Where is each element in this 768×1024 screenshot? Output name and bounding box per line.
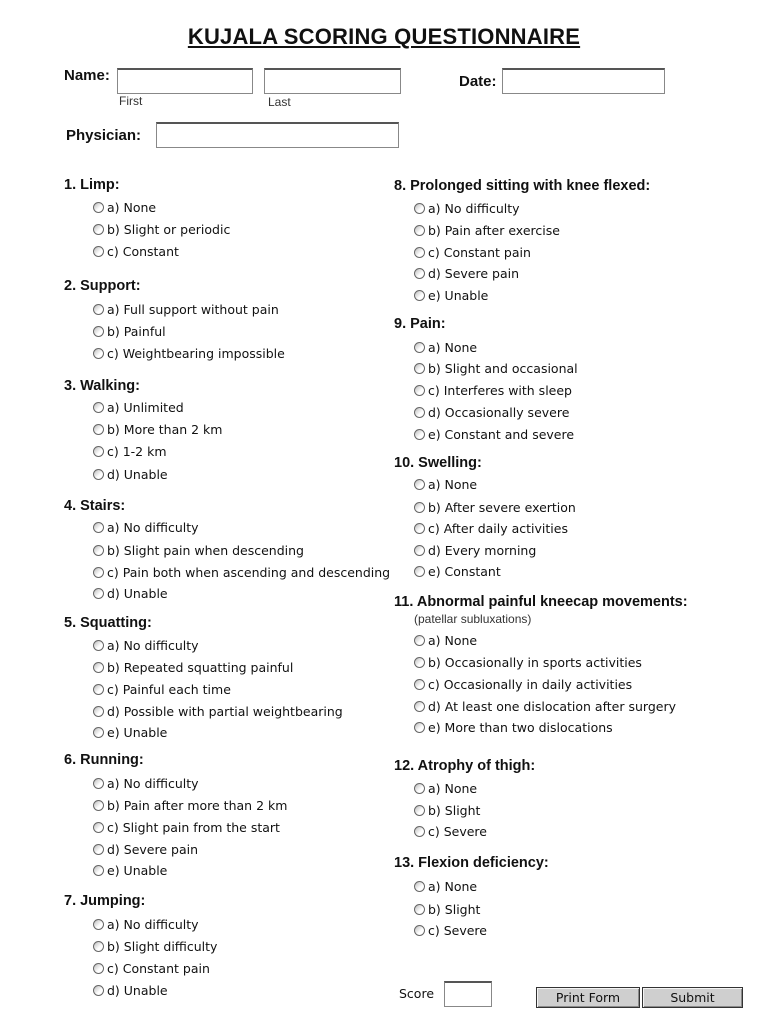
radio-icon (93, 304, 104, 315)
question-title: 1. Limp: (64, 177, 120, 193)
radio-icon (93, 662, 104, 673)
option-radio[interactable] (93, 701, 343, 721)
question-subtitle: (patellar subluxations) (414, 612, 532, 626)
option-radio[interactable] (93, 958, 210, 978)
option-radio[interactable] (414, 474, 477, 494)
option-label: a) No difficulty (107, 519, 199, 535)
option-radio[interactable] (93, 540, 304, 560)
option-label: a) No difficulty (107, 775, 199, 791)
last-name-input[interactable] (264, 68, 401, 94)
radio-icon (414, 247, 425, 258)
first-name-input[interactable] (117, 68, 253, 94)
radio-icon (414, 363, 425, 374)
option-radio[interactable] (93, 839, 198, 859)
option-label: c) Occasionally in daily activities (428, 676, 633, 692)
radio-icon (93, 202, 104, 213)
radio-icon (93, 684, 104, 695)
radio-icon (93, 326, 104, 337)
option-label: c) Weightbearing impossible (107, 345, 285, 361)
radio-icon (414, 479, 425, 490)
radio-icon (93, 567, 104, 578)
option-label: a) Unlimited (107, 399, 184, 415)
radio-icon (414, 502, 425, 513)
option-radio[interactable] (414, 424, 574, 444)
radio-icon (93, 727, 104, 738)
radio-icon (414, 225, 425, 236)
option-radio[interactable] (414, 876, 477, 896)
radio-icon (414, 881, 425, 892)
radio-icon (414, 407, 425, 418)
last-name-caption: Last (268, 95, 291, 109)
radio-icon (414, 566, 425, 577)
option-label: a) No difficulty (428, 200, 520, 216)
radio-icon (414, 385, 425, 396)
option-label: c) 1-2 km (107, 443, 167, 459)
option-radio[interactable] (414, 380, 572, 400)
page-title: KUJALA SCORING QUESTIONNAIRE (187, 24, 581, 49)
option-label: b) Pain after exercise (428, 222, 560, 238)
option-label: a) No difficulty (107, 916, 199, 932)
option-label: d) At least one dislocation after surgery (428, 698, 676, 714)
option-radio[interactable] (414, 717, 613, 737)
radio-icon (414, 545, 425, 556)
option-radio[interactable] (93, 397, 184, 417)
physician-input[interactable] (156, 122, 399, 148)
option-radio[interactable] (414, 696, 676, 716)
option-radio[interactable] (414, 242, 531, 262)
option-label: e) Constant and severe (428, 426, 575, 442)
option-radio[interactable] (414, 561, 501, 581)
option-label: b) Pain after more than 2 km (107, 797, 288, 813)
radio-icon (93, 402, 104, 413)
option-radio[interactable] (93, 419, 222, 439)
option-label: a) Full support without pain (107, 301, 279, 317)
print-form-button[interactable]: Print Form (536, 987, 640, 1008)
option-radio[interactable] (93, 657, 293, 677)
date-label: Date: (459, 73, 497, 90)
question-title: 8. Prolonged sitting with knee flexed: (394, 178, 651, 194)
option-label: c) Severe (428, 922, 487, 938)
question-title: 3. Walking: (64, 378, 140, 394)
option-label: b) Slight (428, 802, 481, 818)
option-radio[interactable] (414, 630, 477, 650)
option-radio[interactable] (93, 914, 199, 934)
option-radio[interactable] (414, 402, 569, 422)
radio-icon (93, 963, 104, 974)
option-label: b) Slight or periodic (107, 221, 231, 237)
option-label: c) Constant pain (107, 960, 210, 976)
option-radio[interactable] (93, 980, 168, 1000)
radio-icon (414, 635, 425, 646)
option-radio[interactable] (93, 795, 287, 815)
radio-icon (93, 865, 104, 876)
question-title: 7. Jumping: (64, 893, 146, 909)
question-title: 4. Stairs: (64, 498, 126, 514)
radio-icon (414, 904, 425, 915)
option-radio[interactable] (414, 198, 520, 218)
option-radio[interactable] (414, 899, 480, 919)
option-label: a) None (107, 199, 157, 215)
radio-icon (93, 640, 104, 651)
option-label: c) Pain both when ascending and descending (107, 564, 391, 580)
option-radio[interactable] (414, 220, 560, 240)
option-label: b) Slight and occasional (428, 360, 578, 376)
question-title: 9. Pain: (394, 316, 446, 332)
option-label: d) Unable (107, 585, 168, 601)
question-title: 10. Swelling: (394, 455, 482, 471)
option-label: c) After daily activities (428, 520, 568, 536)
option-radio[interactable] (93, 860, 167, 880)
radio-icon (93, 469, 104, 480)
option-radio[interactable] (93, 562, 390, 582)
option-radio[interactable] (414, 285, 488, 305)
option-label: c) Interferes with sleep (428, 382, 572, 398)
option-radio[interactable] (93, 679, 231, 699)
radio-icon (93, 446, 104, 457)
radio-icon (93, 919, 104, 930)
option-radio[interactable] (414, 920, 487, 940)
option-label: a) No difficulty (107, 637, 199, 653)
option-radio[interactable] (93, 635, 199, 655)
option-label: a) None (428, 780, 478, 796)
radio-icon (93, 985, 104, 996)
option-radio[interactable] (93, 722, 167, 742)
radio-icon (414, 523, 425, 534)
option-label: d) Unable (107, 466, 168, 482)
option-radio[interactable] (414, 800, 480, 820)
option-label: d) Severe pain (107, 841, 199, 857)
radio-icon (93, 224, 104, 235)
radio-icon (93, 545, 104, 556)
option-label: b) Painful (107, 323, 166, 339)
radio-icon (414, 203, 425, 214)
option-label: b) Slight pain when descending (107, 542, 304, 558)
option-radio[interactable] (93, 773, 199, 793)
radio-icon (93, 348, 104, 359)
radio-icon (93, 522, 104, 533)
option-radio[interactable] (93, 936, 217, 956)
radio-icon (93, 844, 104, 855)
radio-icon (414, 701, 425, 712)
radio-icon (414, 925, 425, 936)
question-title: 13. Flexion deficiency: (394, 855, 549, 871)
radio-icon (414, 342, 425, 353)
option-label: e) Unable (107, 862, 168, 878)
radio-icon (93, 800, 104, 811)
radio-icon (93, 706, 104, 717)
option-radio[interactable] (414, 540, 536, 560)
radio-icon (93, 941, 104, 952)
option-radio[interactable] (93, 241, 179, 261)
radio-icon (414, 268, 425, 279)
radio-icon (93, 424, 104, 435)
first-name-caption: First (119, 94, 143, 108)
option-radio[interactable] (93, 197, 156, 217)
option-label: a) None (428, 878, 478, 894)
radio-icon (93, 778, 104, 789)
radio-icon (414, 826, 425, 837)
option-label: c) Constant pain (428, 244, 531, 260)
question-title: 6. Running: (64, 752, 144, 768)
radio-icon (414, 657, 425, 668)
option-label: c) Painful each time (107, 681, 231, 697)
option-label: e) Unable (107, 724, 168, 740)
question-title: 2. Support: (64, 278, 141, 294)
option-label: e) More than two dislocations (428, 719, 613, 735)
option-label: b) After severe exertion (428, 499, 576, 515)
score-input[interactable] (444, 981, 492, 1007)
option-radio[interactable] (93, 343, 285, 363)
radio-icon (414, 722, 425, 733)
radio-icon (414, 429, 425, 440)
option-radio[interactable] (93, 321, 166, 341)
option-radio[interactable] (414, 674, 632, 694)
option-label: d) Possible with partial weightbearing (107, 703, 343, 719)
option-label: e) Unable (428, 287, 489, 303)
radio-icon (414, 805, 425, 816)
option-radio[interactable] (414, 518, 568, 538)
question-title: 12. Atrophy of thigh: (394, 758, 536, 774)
option-label: e) Constant (428, 563, 501, 579)
submit-button[interactable]: Submit (642, 987, 743, 1008)
option-label: b) Slight (428, 901, 481, 917)
option-radio[interactable] (93, 464, 168, 484)
option-radio[interactable] (93, 517, 199, 537)
option-label: d) Occasionally severe (428, 404, 570, 420)
option-radio[interactable] (93, 299, 279, 319)
option-label: d) Severe pain (428, 265, 520, 281)
question-title: 5. Squatting: (64, 615, 152, 631)
option-label: b) Repeated squatting painful (107, 659, 294, 675)
option-label: b) Slight difficulty (107, 938, 218, 954)
radio-icon (93, 822, 104, 833)
option-radio[interactable] (414, 263, 519, 283)
option-radio[interactable] (93, 817, 280, 837)
option-label: a) None (428, 339, 478, 355)
name-label: Name: (64, 67, 110, 84)
option-label: c) Constant (107, 243, 179, 259)
option-label: c) Slight pain from the start (107, 819, 280, 835)
option-label: d) Every morning (428, 542, 537, 558)
question-title: 11. Abnormal painful kneecap movements: (394, 594, 688, 610)
option-label: c) Severe (428, 823, 487, 839)
date-input[interactable] (502, 68, 665, 94)
option-label: d) Unable (107, 982, 168, 998)
physician-label: Physician: (66, 127, 142, 144)
score-label: Score (399, 986, 435, 1001)
radio-icon (93, 246, 104, 257)
option-radio[interactable] (414, 358, 578, 378)
option-radio[interactable] (414, 652, 642, 672)
radio-icon (93, 588, 104, 599)
radio-icon (414, 290, 425, 301)
radio-icon (414, 679, 425, 690)
option-label: b) More than 2 km (107, 421, 223, 437)
option-label: b) Occasionally in sports activities (428, 654, 642, 670)
option-label: a) None (428, 632, 478, 648)
option-radio[interactable] (93, 441, 167, 461)
option-radio[interactable] (93, 219, 230, 239)
option-radio[interactable] (414, 337, 477, 357)
radio-icon (414, 783, 425, 794)
option-radio[interactable] (93, 583, 168, 603)
option-label: a) None (428, 476, 478, 492)
option-radio[interactable] (414, 497, 576, 517)
option-radio[interactable] (414, 778, 477, 798)
option-radio[interactable] (414, 821, 487, 841)
